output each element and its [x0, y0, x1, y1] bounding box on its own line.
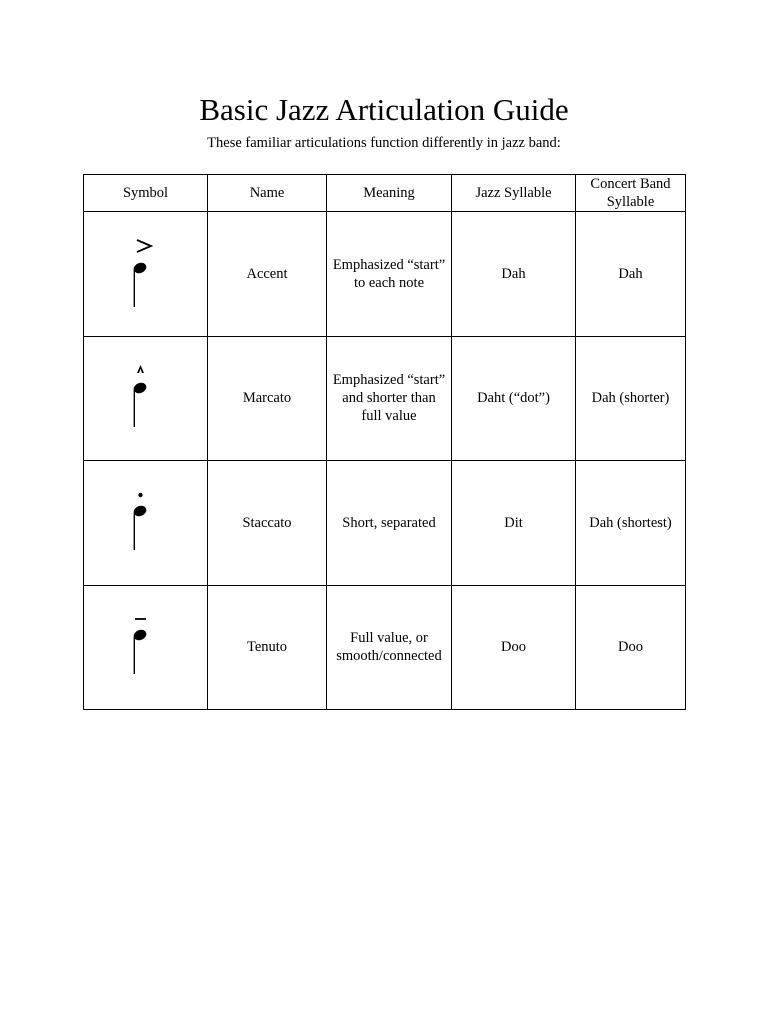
row-meaning: Emphasized “start” and shorter than full value: [327, 336, 452, 461]
table-row: [84, 585, 686, 710]
row-concert-syllable: Doo: [576, 585, 686, 710]
staccato-note-icon: [126, 483, 166, 563]
row-concert-syllable: Dah (shortest): [576, 461, 686, 586]
row-meaning: Full value, or smooth/connected: [327, 585, 452, 710]
marcato-note-icon: [126, 358, 166, 438]
row-name: Tenuto: [208, 585, 327, 710]
row-name: Accent: [208, 212, 327, 337]
symbol-cell: [84, 336, 208, 461]
row-concert-syllable: Dah: [576, 212, 686, 337]
row-jazz-syllable: Dah: [452, 212, 576, 337]
row-jazz-syllable: Daht (“dot”): [452, 336, 576, 461]
row-meaning: Emphasized “start” to each note: [327, 212, 452, 337]
articulation-table: [83, 174, 686, 710]
table-row: [84, 336, 686, 461]
row-concert-syllable: Dah (shorter): [576, 336, 686, 461]
accent-note-icon: [126, 234, 166, 314]
symbol-cell: [84, 212, 208, 337]
page-subtitle: These familiar articulations function differently in jazz band:: [207, 135, 561, 151]
table-row: [84, 461, 686, 586]
header-jazz-syllable: Jazz Syllable: [452, 175, 576, 212]
symbol-cell: [84, 461, 208, 586]
header-name: Name: [208, 175, 327, 212]
row-jazz-syllable: Doo: [452, 585, 576, 710]
header-meaning: Meaning: [327, 175, 452, 212]
row-jazz-syllable: Dit: [452, 461, 576, 586]
row-name: Staccato: [208, 461, 327, 586]
tenuto-note-icon: [126, 607, 166, 687]
row-meaning: Short, separated: [327, 461, 452, 586]
header-symbol: Symbol: [84, 175, 208, 212]
header-concert-band-syllable: Concert Band Syllable: [576, 175, 686, 212]
table-header-row: [84, 175, 686, 212]
table-row: [84, 212, 686, 337]
symbol-cell: [84, 585, 208, 710]
row-name: Marcato: [208, 336, 327, 461]
page-title: Basic Jazz Articulation Guide: [199, 92, 569, 127]
